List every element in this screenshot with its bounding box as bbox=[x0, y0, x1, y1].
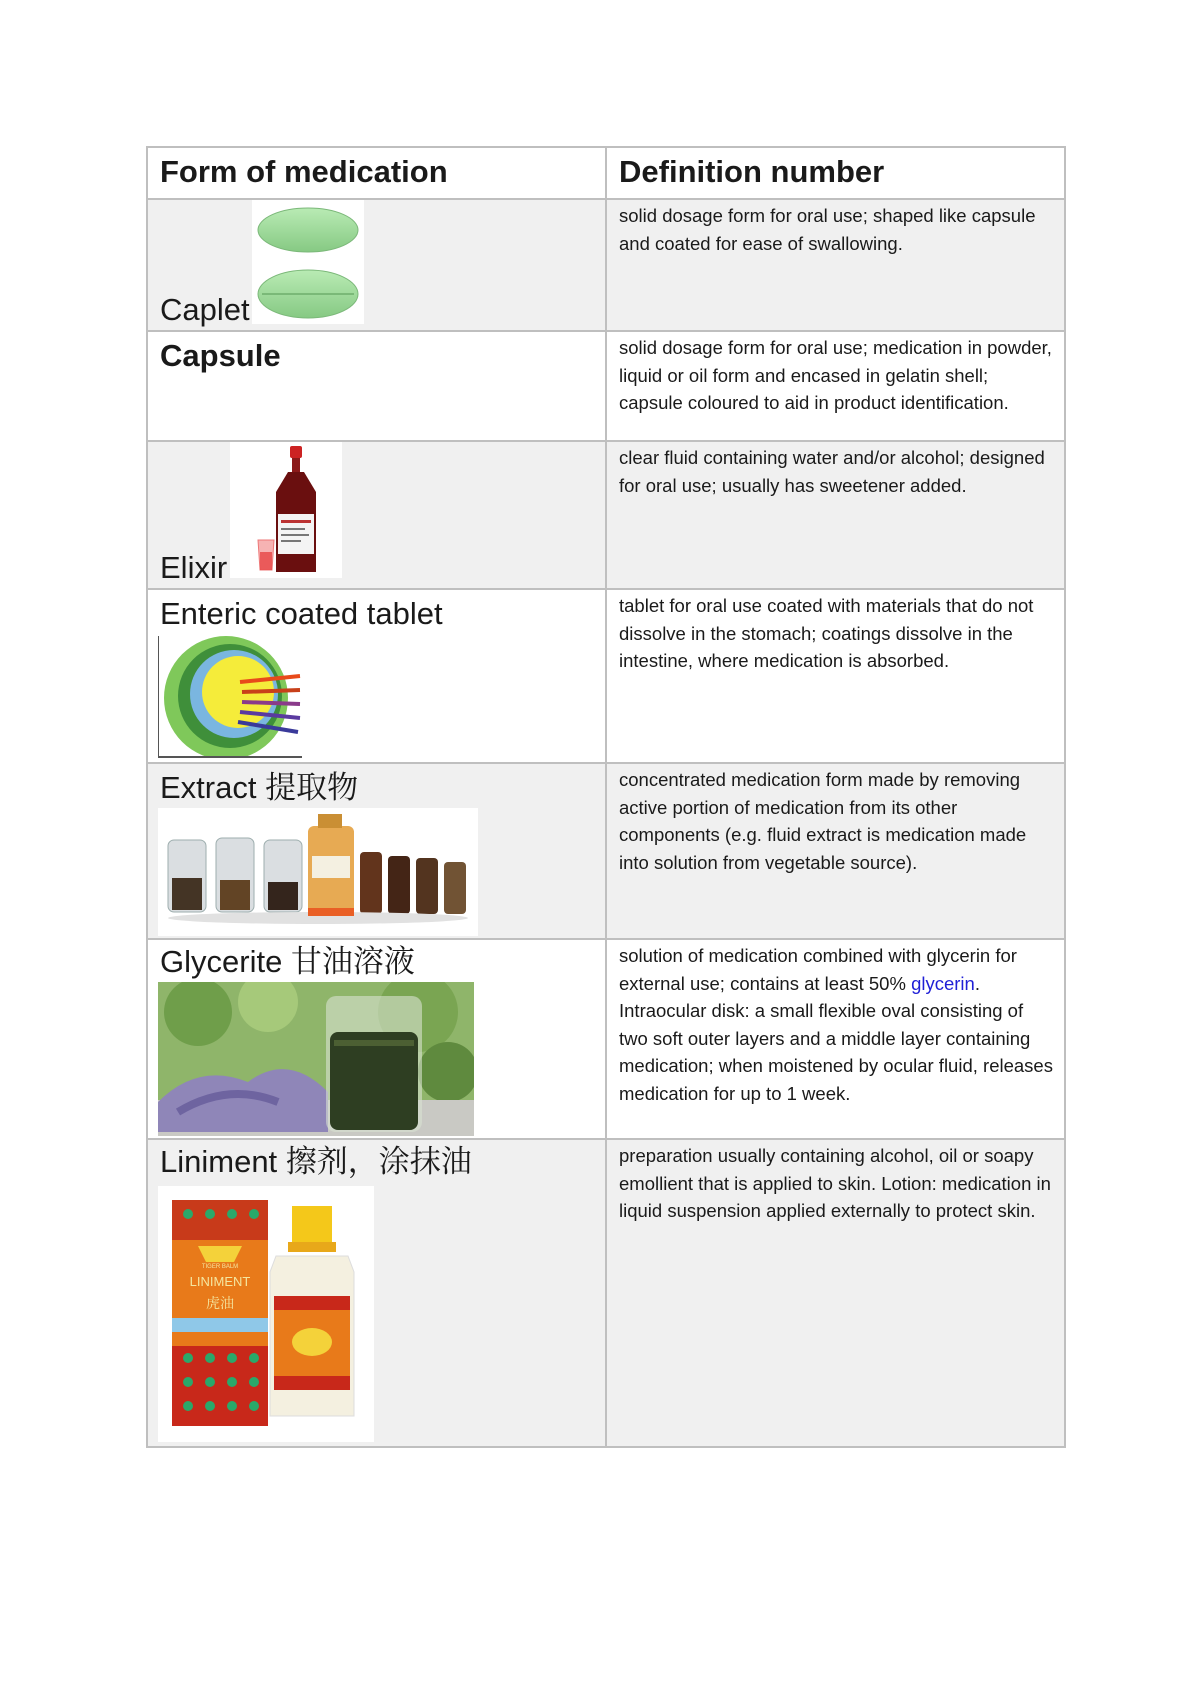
caplet-image bbox=[252, 200, 364, 324]
liniment-box-text: LINIMENT bbox=[189, 1274, 251, 1289]
liniment-box-chinese: 虎油 bbox=[206, 1296, 234, 1312]
definition-glycerite-text-1: solution of medication combined with glycerin for external use; contains at least 50% bbox=[619, 945, 1017, 994]
form-cell bbox=[147, 939, 606, 1139]
form-caplet: Caplet bbox=[160, 292, 250, 327]
liniment-product-image bbox=[158, 1186, 374, 1442]
table-row bbox=[147, 199, 1065, 331]
liniment-box-brand: TIGER BALM bbox=[201, 1264, 239, 1270]
definition-extract: concentrated medication form made by removing active portion of medication from its other components (e.g. fluid extract is medication made into solution from vegetable source). bbox=[619, 769, 1027, 873]
form-liniment: Liniment 擦剂，涂抹油 bbox=[160, 1144, 472, 1179]
definition-elixir: clear fluid containing water and/or alcohol; designed for oral use; usually has sweetener added. bbox=[619, 447, 1045, 496]
definition-cell bbox=[606, 199, 1065, 331]
definition-caplet: solid dosage form for oral use; shaped like capsule and coated for ease of swallowing. bbox=[619, 205, 1036, 254]
header-definition: Definition number bbox=[606, 147, 1065, 199]
glycerin-link[interactable]: glycerin bbox=[911, 972, 975, 994]
form-cell bbox=[147, 763, 606, 939]
table-row bbox=[147, 763, 1065, 939]
table-row bbox=[147, 589, 1065, 763]
form-cell bbox=[147, 589, 606, 763]
table-row bbox=[147, 939, 1065, 1139]
definition-cell bbox=[606, 441, 1065, 589]
glycerite-jar-image bbox=[158, 982, 474, 1136]
table-row bbox=[147, 1139, 1065, 1447]
form-elixir: Elixir bbox=[160, 550, 228, 585]
definition-liniment: preparation usually containing alcohol, oil or soapy emollient that is applied to skin. Lotion: medication in liquid suspension applied externally to protect skin. bbox=[619, 1145, 1051, 1221]
definition-glycerite-text-2: . Intraocular disk: a small flexible oval consisting of two soft outer layers and a middle layer containing medication; when moistened by ocular fluid, releases medication for up to 1 week. bbox=[619, 972, 1053, 1104]
form-cell bbox=[147, 1139, 606, 1447]
definition-cell bbox=[606, 589, 1065, 763]
form-capsule: Capsule bbox=[160, 338, 281, 373]
form-cell bbox=[147, 199, 606, 331]
definition-enteric: tablet for oral use coated with materials that do not dissolve in the stomach; coatings dissolve in the intestine, where medication is absorbed. bbox=[619, 595, 1034, 671]
extract-bottles-image bbox=[158, 808, 478, 936]
definition-cell bbox=[606, 939, 1065, 1139]
definition-glycerite bbox=[607, 940, 1064, 1107]
header-row bbox=[147, 147, 1065, 199]
elixir-bottle-image bbox=[230, 442, 342, 578]
table-row bbox=[147, 441, 1065, 589]
form-extract: Extract 提取物 bbox=[160, 770, 359, 805]
definition-cell bbox=[606, 331, 1065, 441]
form-cell bbox=[147, 441, 606, 589]
form-enteric: Enteric coated tablet bbox=[160, 596, 443, 631]
header-form: Form of medication bbox=[147, 147, 606, 199]
definition-capsule: solid dosage form for oral use; medication in powder, liquid or oil form and encased in gelatin shell; capsule coloured to aid in product identification. bbox=[619, 337, 1052, 413]
medication-table bbox=[146, 146, 1066, 1448]
enteric-tablet-diagram bbox=[158, 636, 302, 758]
table-row bbox=[147, 331, 1065, 441]
form-cell bbox=[147, 331, 606, 441]
definition-cell bbox=[606, 1139, 1065, 1447]
form-glycerite: Glycerite 甘油溶液 bbox=[160, 944, 415, 979]
definition-cell bbox=[606, 763, 1065, 939]
